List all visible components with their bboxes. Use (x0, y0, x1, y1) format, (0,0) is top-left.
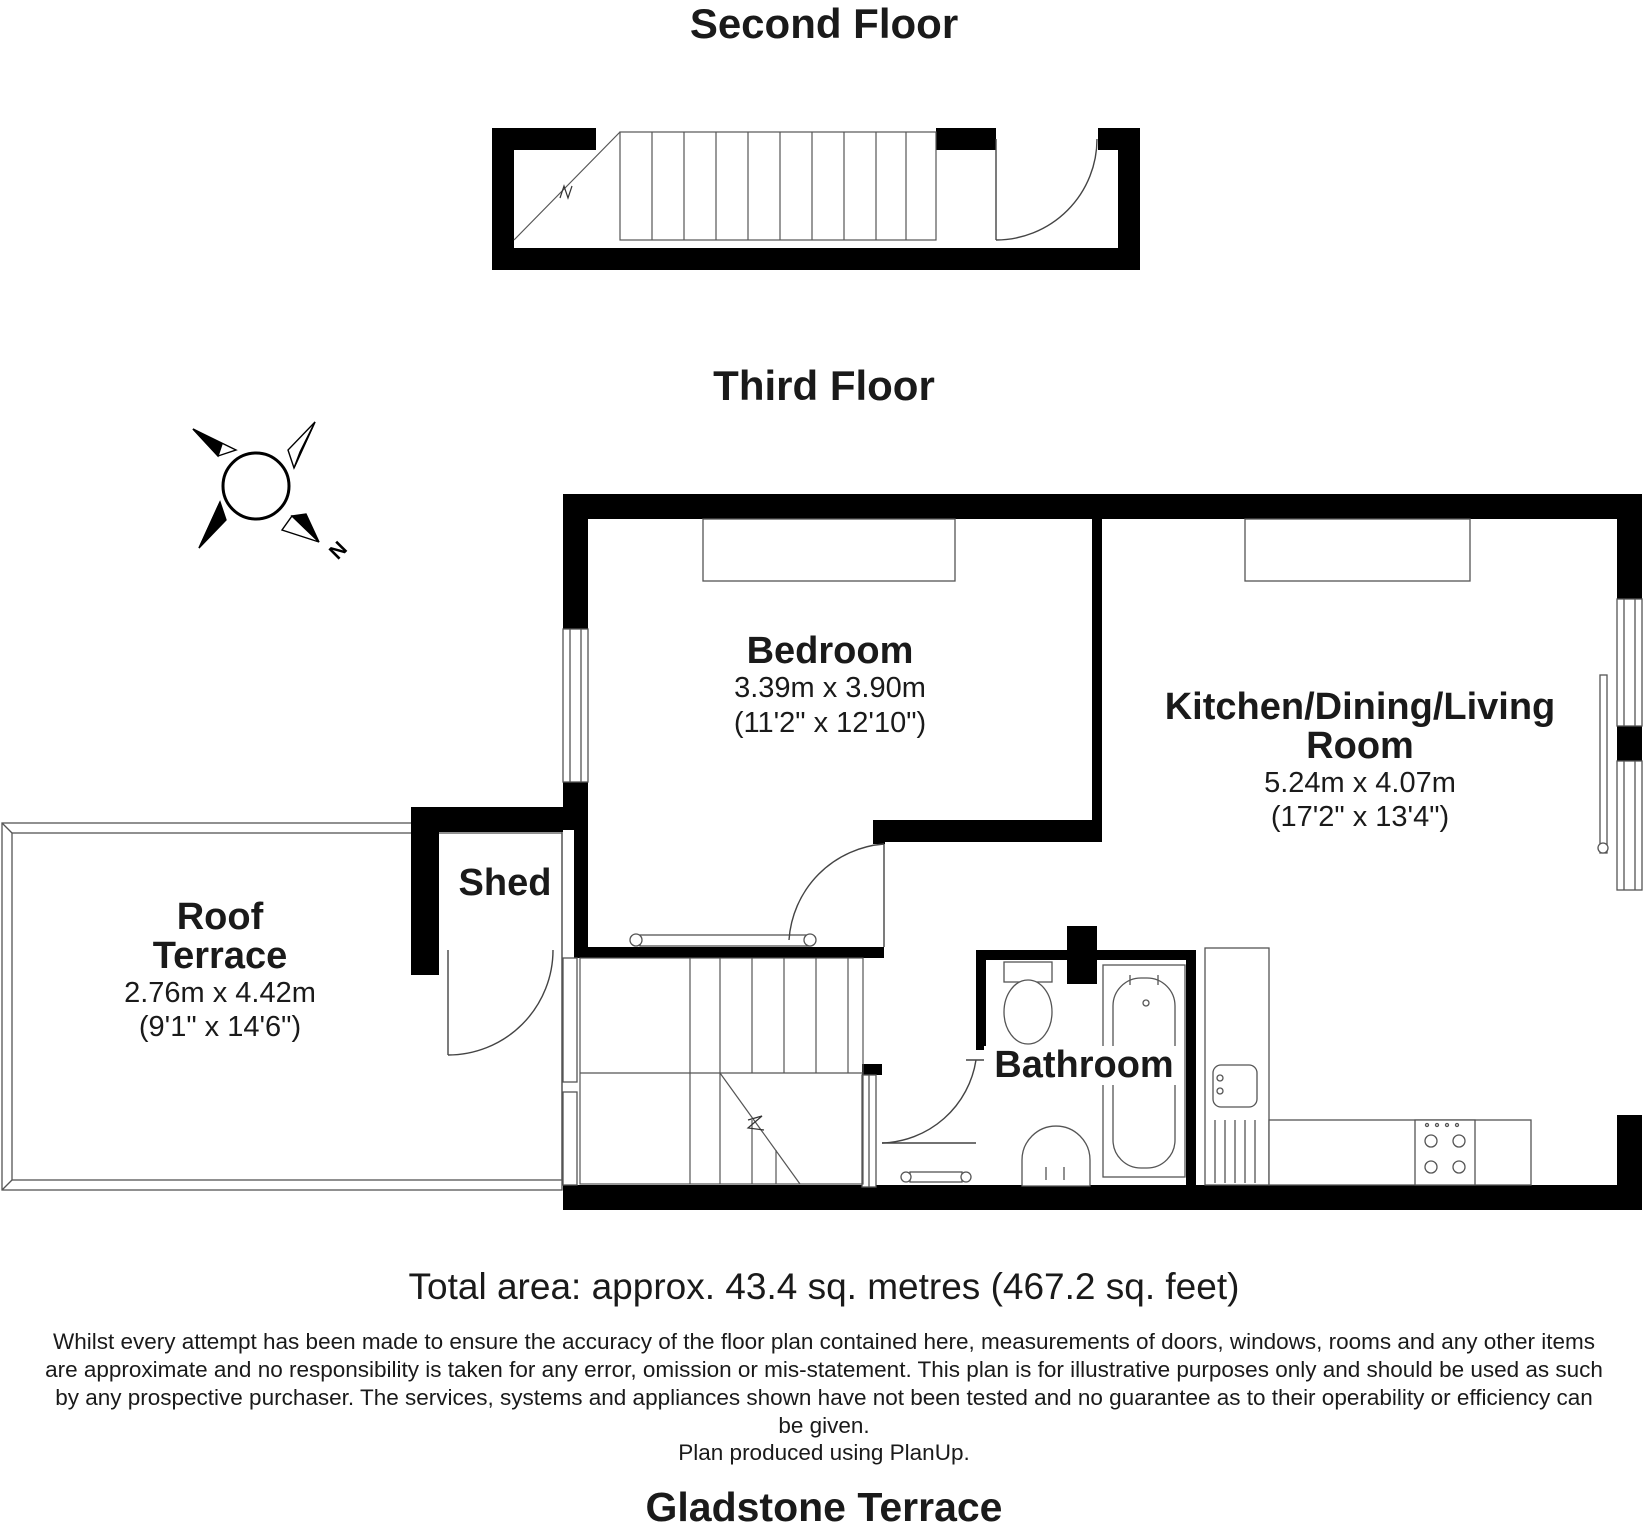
third-floor-stairs (580, 958, 863, 1184)
bathroom-label (984, 1046, 1184, 1085)
roof-terrace-label (90, 898, 350, 1045)
kitchen-name-line1: Kitchen/Dining/Living (1164, 686, 1556, 728)
plan-credit: Plan produced using PlanUp. (678, 1440, 970, 1465)
roof-terrace-imperial: (9'1" x 14'6") (138, 1011, 302, 1044)
bedroom-name: Bedroom (746, 630, 914, 672)
kitchen-imperial: (17'2" x 13'4") (1270, 801, 1450, 834)
second-floor-title: Second Floor (689, 0, 959, 47)
third-floor-walls (411, 494, 1642, 1210)
bedroom-label (690, 632, 970, 740)
third-floor-plan (2, 494, 1642, 1210)
kitchen-metric: 5.24m x 4.07m (1264, 766, 1456, 799)
shed-label (440, 864, 570, 903)
roof-terrace-name-line2: Terrace (152, 934, 288, 977)
bathroom-name: Bathroom (994, 1044, 1174, 1086)
roof-terrace-name-line1: Roof (176, 896, 264, 938)
kitchen-fixtures (1205, 948, 1531, 1185)
compass-north-label: N (324, 537, 352, 565)
second-floor-door (996, 139, 1097, 240)
shed-name: Shed (458, 862, 552, 904)
property-name: Gladstone Terrace (645, 1484, 1003, 1530)
bedroom-imperial: (11'2" x 12'10") (733, 706, 927, 739)
kitchen-name-line2: Room (1306, 724, 1414, 767)
total-area: Total area: approx. 43.4 sq. metres (467.2 sq. feet) (408, 1266, 1240, 1307)
second-floor-plan (492, 128, 1140, 270)
third-floor-title: Third Floor (713, 362, 935, 409)
second-floor-walls (492, 128, 1140, 270)
compass-icon (193, 422, 319, 548)
disclaimer-text: Whilst every attempt has been made to ensure the accuracy of the floor plan contained here, measurements of doors, windows, rooms and any other items are approximate and no responsibility is taken for any error, omission or mis-statement. This plan is for illustrative purposes only and should be used as such by any prospective purchaser. The services, systems and appliances shown have not been tested and no guarantee as to their operability or efficiency can be given. (45, 1329, 1603, 1438)
roof-terrace-metric: 2.76m x 4.42m (124, 976, 316, 1009)
kitchen-label (1130, 688, 1590, 835)
bedroom-metric: 3.39m x 3.90m (734, 671, 926, 704)
